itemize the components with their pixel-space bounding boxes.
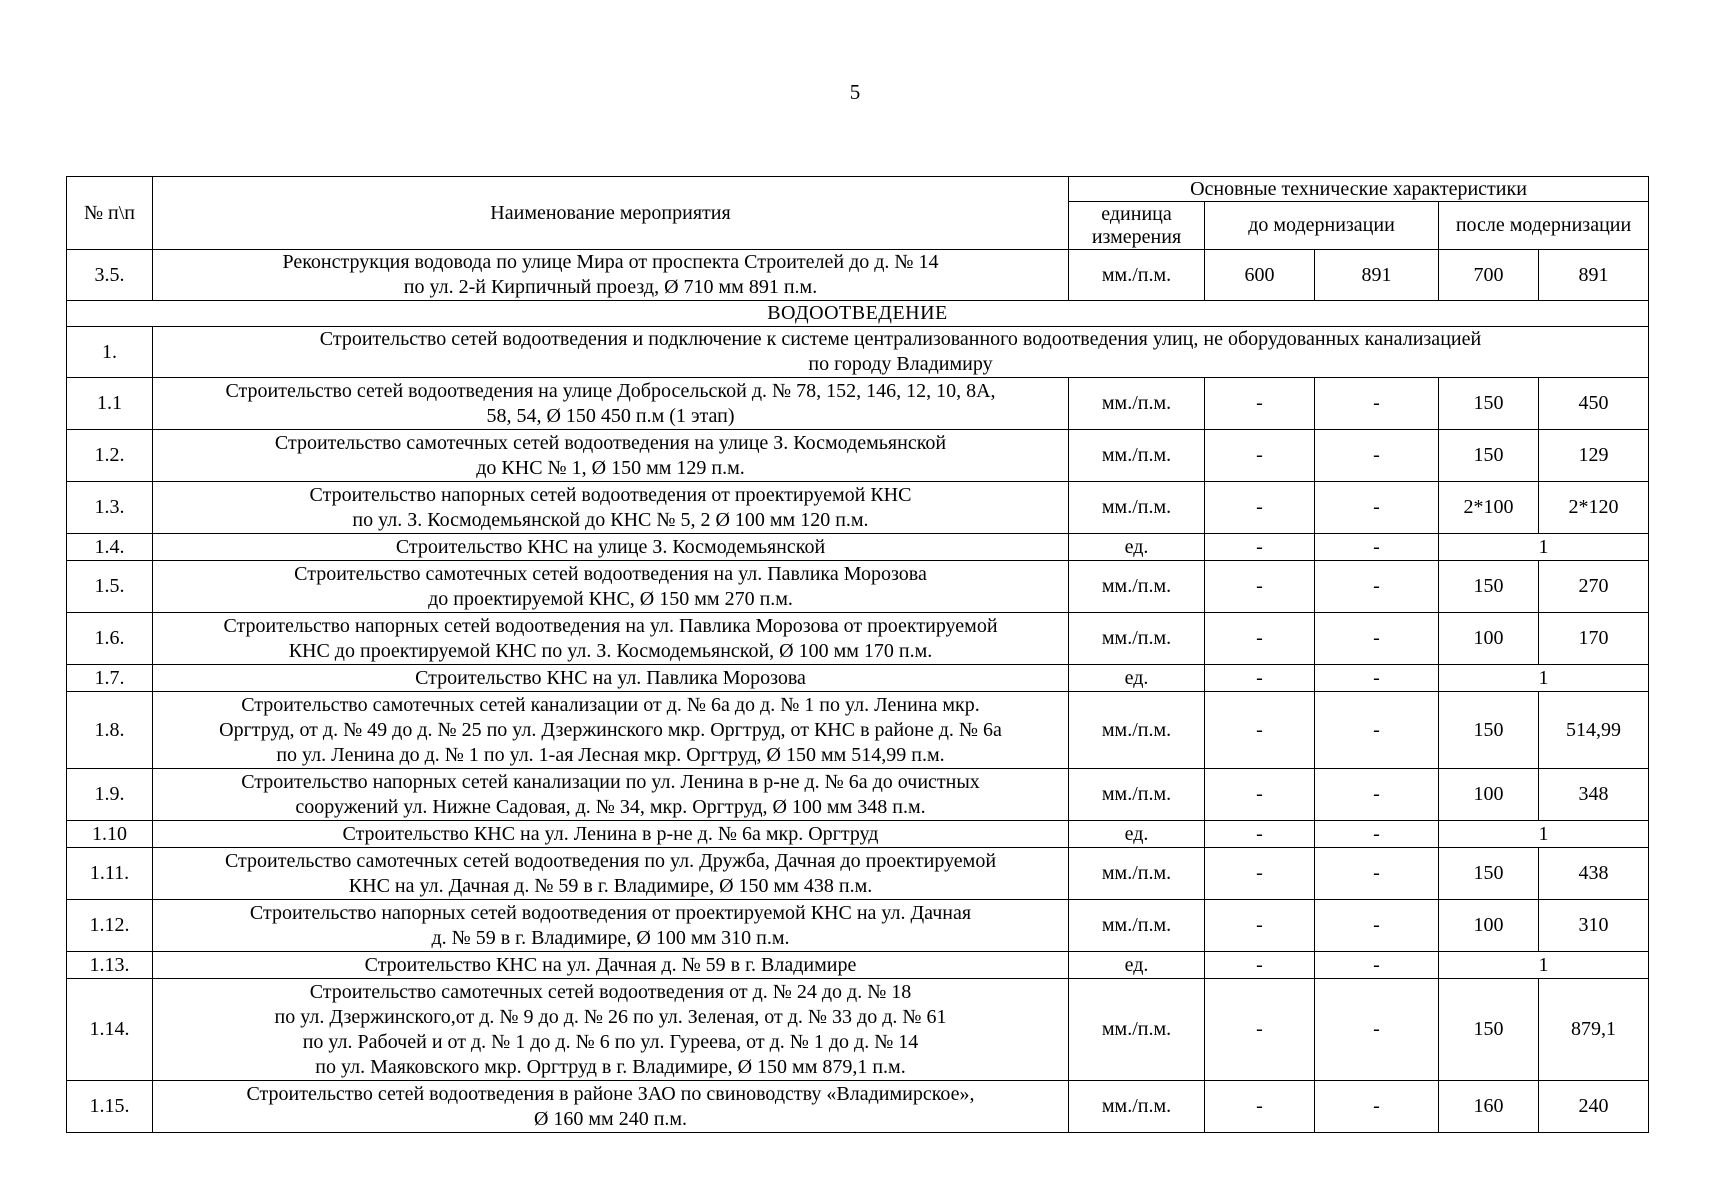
before-value-2: - [1315,900,1439,952]
before-value-2: - [1315,848,1439,900]
row-number: 1.3. [67,482,153,534]
after-value-2: 514,99 [1539,692,1649,769]
row-number: 3.5. [67,250,153,301]
measures-table [66,176,1649,1133]
after-value-2: 270 [1539,561,1649,613]
measure-name-line: 58, 54, Ø 150 450 п.м (1 этап) [486,404,735,427]
after-value-2: 450 [1539,378,1649,430]
after-value: 1 [1439,952,1649,979]
measure-name-line: Строительство напорных сетей канализации по ул. Ленина в р-не д. № 6а до очистных [241,770,980,793]
before-value-2: - [1315,769,1439,821]
unit-cell: мм./п.м. [1069,848,1205,900]
row-number: 1.1 [67,378,153,430]
measure-name-line: до КНС № 1, Ø 150 мм 129 п.м. [476,456,745,479]
row-number: 1.9. [67,769,153,821]
unit-cell: ед. [1069,534,1205,561]
before-value-1: - [1205,952,1315,979]
after-value-1: 160 [1439,1081,1539,1133]
measure-name-line: Строительство сетей водоотведения и подключение к системе централизованного водоотведения улиц, не оборудованных канализацией [319,328,1482,350]
before-value-2: - [1315,561,1439,613]
before-value-2: - [1315,1081,1439,1133]
unit-cell: мм./п.м. [1069,613,1205,665]
row-number: 1.12. [67,900,153,952]
before-value-1: - [1205,848,1315,900]
before-value-2: - [1315,821,1439,848]
before-value-2: - [1315,665,1439,692]
before-value-1: - [1205,378,1315,430]
measure-name [153,327,1649,378]
before-value-1: - [1205,430,1315,482]
measure-name-line: Оргтруд, от д. № 49 до д. № 25 по ул. Дзержинского мкр. Оргтруд, от КНС в районе д. № 6а [219,718,1002,741]
measure-name [153,534,1069,561]
after-value-1: 150 [1439,692,1539,769]
before-value-1: - [1205,534,1315,561]
unit-cell: мм./п.м. [1069,769,1205,821]
group-number: 1. [67,327,153,378]
measure-name-line: по ул. Дзержинского,от д. № 9 до д. № 26 по ул. Зеленая, от д. № 33 до д. № 61 [274,1005,947,1028]
after-value-1: 700 [1439,250,1539,301]
after-value-1: 150 [1439,561,1539,613]
before-value-2: - [1315,378,1439,430]
unit-cell: мм./п.м. [1069,378,1205,430]
after-value-2: 129 [1539,430,1649,482]
measure-name-line: д. № 59 в г. Владимире, Ø 100 мм 310 п.м. [431,926,790,949]
measure-name [153,665,1069,692]
unit-cell: мм./п.м. [1069,561,1205,613]
measure-name-line: по ул. Рабочей и от д. № 1 до д. № 6 по ул. Гуреева, от д. № 1 до д. № 14 [302,1030,919,1053]
header-before: до модернизации [1205,202,1439,250]
measure-name-line: по ул. 2-й Кирпичный проезд, Ø 710 мм 891 п.м. [403,276,818,298]
table-row [67,250,1649,301]
row-number: 1.8. [67,692,153,769]
after-value-2: 240 [1539,1081,1649,1133]
after-value-1: 150 [1439,848,1539,900]
after-value-1: 150 [1439,979,1539,1081]
after-value-1: 150 [1439,430,1539,482]
after-value-2: 348 [1539,769,1649,821]
after-value: 1 [1439,534,1649,561]
measure-name [153,848,1069,900]
before-value-2: - [1315,430,1439,482]
unit-cell: мм./п.м. [1069,692,1205,769]
measure-name-line: Строительство сетей водоотведения в районе ЗАО по свиноводству «Владимирское», [246,1082,975,1105]
after-value: 1 [1439,821,1649,848]
row-number: 1.14. [67,979,153,1081]
header-unit: единица измерения [1069,202,1205,250]
after-value-1: 100 [1439,900,1539,952]
before-value-2: - [1315,979,1439,1081]
before-value-1: - [1205,561,1315,613]
measure-name [153,952,1069,979]
measure-name-line: Реконструкция водовода по улице Мира от проспекта Строителей до д. № 14 [282,251,939,273]
measure-name-line: Строительство самотечных сетей канализации от д. № 6а до д. № 1 по ул. Ленина мкр. [241,693,980,716]
measure-name-line: сооружений ул. Нижне Садовая, д. № 34, мкр. Оргтруд, Ø 100 мм 348 п.м. [295,795,926,818]
unit-cell: ед. [1069,665,1205,692]
unit-cell: мм./п.м. [1069,900,1205,952]
before-value-2: - [1315,692,1439,769]
measure-name [153,378,1069,430]
measure-name [153,1081,1069,1133]
measure-name-line: по городу Владимиру [808,353,993,375]
row-number: 1.2. [67,430,153,482]
measure-name [153,692,1069,769]
before-value-2: - [1315,534,1439,561]
table-row [67,821,1649,848]
unit-cell: мм./п.м. [1069,250,1205,301]
row-number: 1.10 [67,821,153,848]
header-name: Наименование мероприятия [153,177,1069,250]
section-title: ВОДООТВЕДЕНИЕ [67,301,1649,327]
before-value-1: - [1205,900,1315,952]
before-value-1: - [1205,769,1315,821]
before-value-1: - [1205,665,1315,692]
table-row [67,561,1649,613]
measure-name-line: КНС до проектируемой КНС по ул. З. Космодемьянской, Ø 100 мм 170 п.м. [288,639,933,662]
table-row [67,692,1649,769]
table-row [67,378,1649,430]
measure-name-line: Строительство КНС на ул. Ленина в р-не д. № 6а мкр. Оргтруд [342,822,879,845]
table-row [67,430,1649,482]
header-num: № п\п [67,177,153,250]
measure-name-line: Строительство самотечных сетей водоотведения на ул. Павлика Морозова [294,562,927,585]
measure-name [153,769,1069,821]
table-row [67,1081,1649,1133]
measure-name-line: до проектируемой КНС, Ø 150 мм 270 п.м. [428,587,793,610]
measure-name-line: Ø 160 мм 240 п.м. [533,1107,688,1130]
table-row [67,534,1649,561]
after-value: 1 [1439,665,1649,692]
group-row [67,327,1649,378]
measure-name [153,979,1069,1081]
table-row [67,900,1649,952]
table-row [67,613,1649,665]
row-number: 1.6. [67,613,153,665]
unit-cell: мм./п.м. [1069,979,1205,1081]
measure-name-line: Строительство самотечных сетей водоотведения от д. № 24 до д. № 18 [309,980,912,1003]
unit-cell: мм./п.м. [1069,1081,1205,1133]
before-value-2: - [1315,613,1439,665]
measure-name-line: Строительство напорных сетей водоотведения от проектируемой КНС [309,483,912,506]
before-value-1: - [1205,613,1315,665]
after-value-2: 438 [1539,848,1649,900]
measure-name-line: КНС на ул. Дачная д. № 59 в г. Владимире, Ø 150 мм 438 п.м. [348,874,873,897]
measure-name [153,613,1069,665]
after-value-1: 150 [1439,378,1539,430]
table-row [67,848,1649,900]
after-value-2: 170 [1539,613,1649,665]
measure-name [153,250,1069,301]
before-value-1: 600 [1205,250,1315,301]
before-value-1: - [1205,482,1315,534]
measure-name-line: Строительство сетей водоотведения на улице Добросельской д. № 78, 152, 146, 12, 10, 8А, [225,379,996,402]
header-after: после модернизации [1439,202,1649,250]
after-value-1: 100 [1439,613,1539,665]
table-row [67,952,1649,979]
row-number: 1.15. [67,1081,153,1133]
row-number: 1.11. [67,848,153,900]
unit-cell: ед. [1069,952,1205,979]
row-number: 1.5. [67,561,153,613]
unit-cell: ед. [1069,821,1205,848]
measure-name [153,900,1069,952]
table-row [67,482,1649,534]
measure-name [153,430,1069,482]
before-value-1: - [1205,1081,1315,1133]
table-row [67,665,1649,692]
before-value-1: - [1205,979,1315,1081]
before-value-2: - [1315,482,1439,534]
table-row [67,769,1649,821]
after-value-1: 2*100 [1439,482,1539,534]
unit-cell: мм./п.м. [1069,430,1205,482]
measure-name-line: Строительство самотечных сетей водоотведения на улице З. Космодемьянской [274,431,947,454]
before-value-1: - [1205,692,1315,769]
measure-name-line: по ул. Маяковского мкр. Оргтруд в г. Владимире, Ø 150 мм 879,1 п.м. [315,1055,906,1078]
before-value-1: - [1205,821,1315,848]
row-number: 1.7. [67,665,153,692]
measure-name-line: по ул. Ленина до д. № 1 по ул. 1-ая Лесная мкр. Оргтруд, Ø 150 мм 514,99 п.м. [276,743,945,766]
before-value-2: 891 [1315,250,1439,301]
after-value-2: 879,1 [1539,979,1649,1081]
measure-name-line: Строительство КНС на улице З. Космодемьянской [395,535,826,558]
measure-name-line: Строительство КНС на ул. Дачная д. № 59 в г. Владимире [364,953,857,976]
page-number: 5 [849,80,861,104]
after-value-2: 310 [1539,900,1649,952]
measure-name-line: Строительство КНС на ул. Павлика Морозова [415,666,806,689]
before-value-2: - [1315,952,1439,979]
table-row [67,979,1649,1081]
section-row [67,301,1649,327]
row-number: 1.13. [67,952,153,979]
measure-name [153,821,1069,848]
after-value-1: 100 [1439,769,1539,821]
row-number: 1.4. [67,534,153,561]
after-value-2: 2*120 [1539,482,1649,534]
measure-name [153,561,1069,613]
measure-name [153,482,1069,534]
after-value-2: 891 [1539,250,1649,301]
measure-name-line: по ул. З. Космодемьянской до КНС № 5, 2 Ø 100 мм 120 п.м. [352,508,869,531]
unit-cell: мм./п.м. [1069,482,1205,534]
measure-name-line: Строительство напорных сетей водоотведения от проектируемой КНС на ул. Дачная [249,901,972,924]
measure-name-line: Строительство напорных сетей водоотведения на ул. Павлика Морозова от проектируемой [223,614,998,637]
measure-name-line: Строительство самотечных сетей водоотведения по ул. Дружба, Дачная до проектируемой [224,849,997,872]
header-characteristics: Основные технические характеристики [1069,177,1649,202]
